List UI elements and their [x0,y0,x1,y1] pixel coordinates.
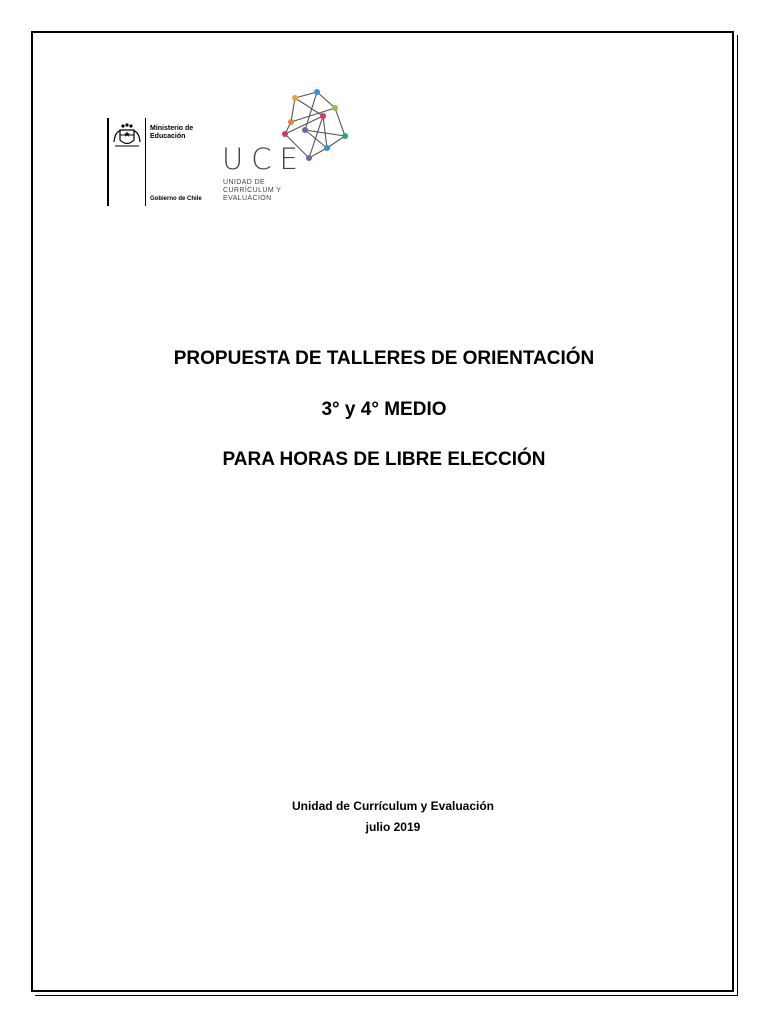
document-title-line-1: PROPUESTA DE TALLERES DE ORIENTACIÓN [173,348,595,369]
logo-divider [107,118,109,206]
uce-acronym: UCE [222,142,306,176]
logo-divider [145,118,146,206]
government-label: Gobierno de Chile [150,196,202,202]
uce-subtitle: UNIDAD DE CURRÍCULUM Y EVALUACIÓN [223,179,282,202]
mineduc-logo [107,118,205,208]
document-title-line-2: 3° y 4° MEDIO [321,399,447,420]
chile-coat-of-arms-icon [111,122,143,150]
ministry-name: Ministerio de Educación [150,125,194,140]
uce-logo [222,86,362,208]
document-title-line-3: PARA HORAS DE LIBRE ELECCIÓN [222,449,546,470]
footer-date: julio 2019 [365,820,421,834]
footer-unit: Unidad de Currículum y Evaluación [291,799,495,813]
